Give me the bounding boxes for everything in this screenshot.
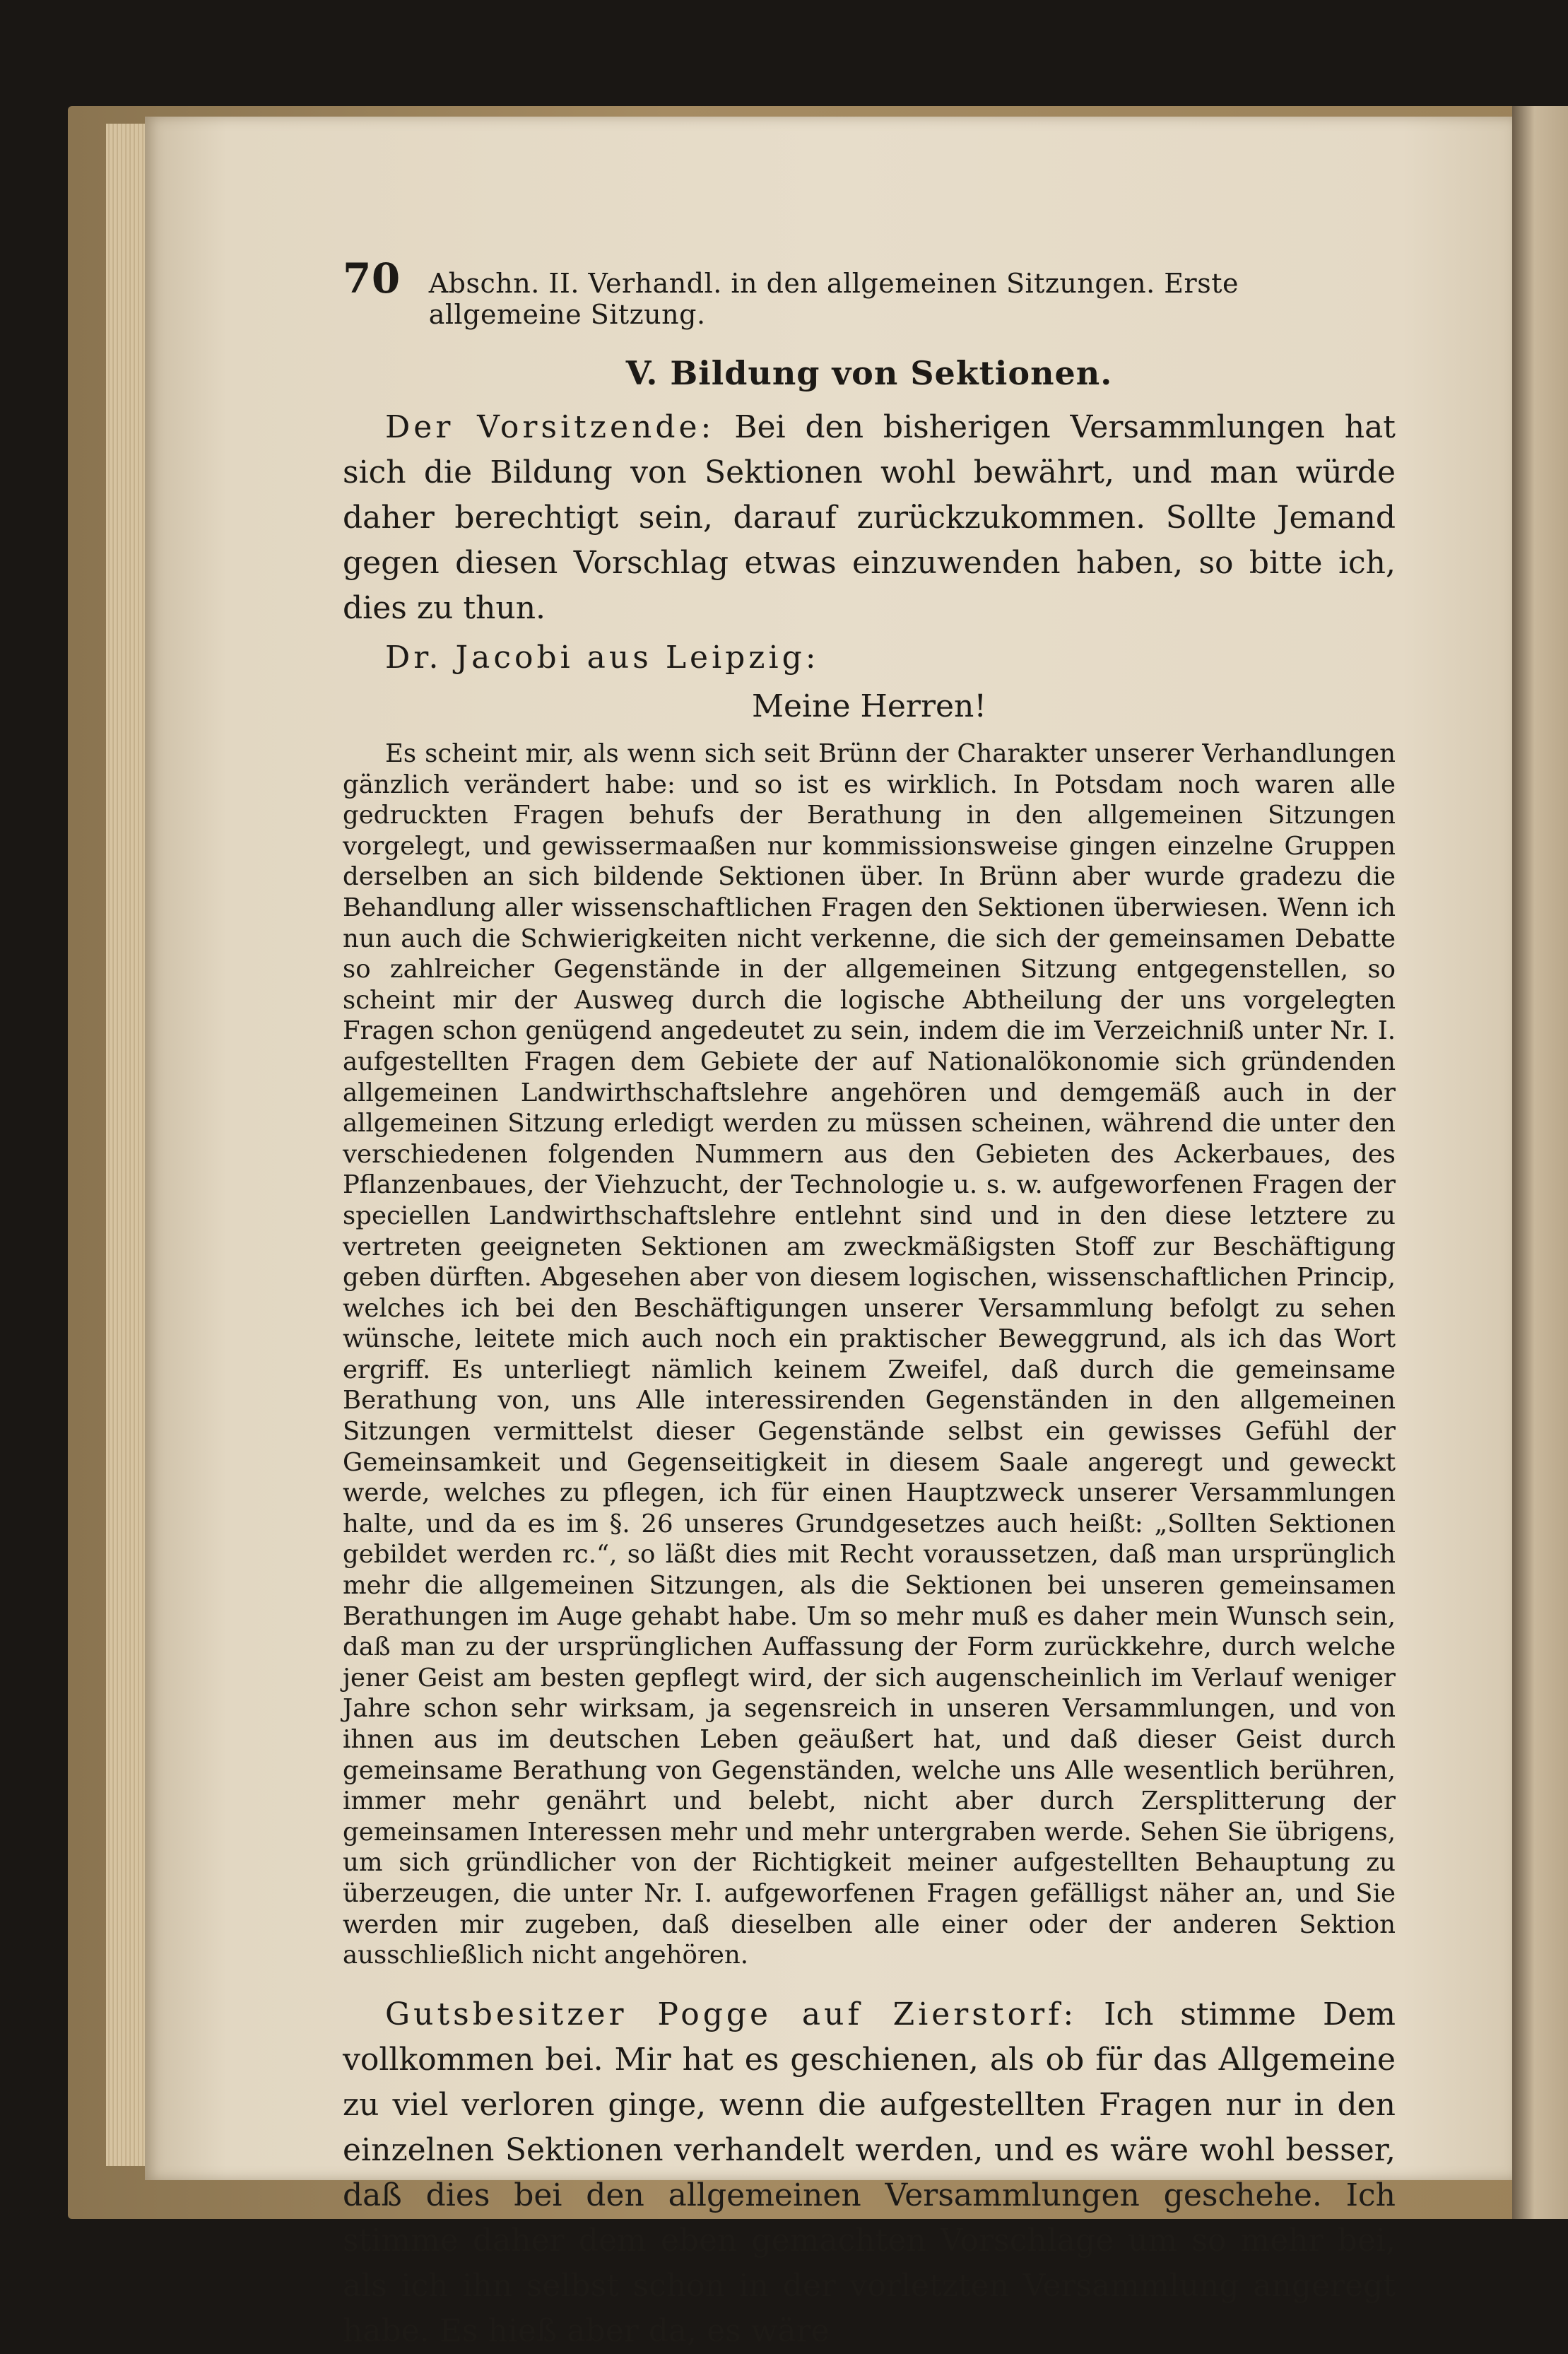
speaker-name: Dr. Jacobi aus Leipzig: <box>385 640 820 676</box>
speaker-name: Der Vorsitzende: <box>385 409 715 445</box>
running-head-text: Abschn. II. Verhandl. in den allgemeinen Sitzungen. Erste allgemeine Sitzung. <box>428 268 1239 330</box>
section-title: V. Bildung von Sektionen. <box>625 354 1113 392</box>
page-number: 70 <box>343 254 401 302</box>
speaker-jacobi <box>343 635 1396 681</box>
running-head <box>343 254 1396 330</box>
page-content <box>343 254 1396 2354</box>
speech-text: Es scheint mir, als wenn sich seit Brünn der Charakter unserer Verhandlungen gänzlich verändert habe: und so ist es wirklich. In Potsdam noch waren alle gedruckten Fragen behufs der Berathung in den allgemeinen Sitzungen vorgelegt, und gewissermaaßen nur kommissionsweise gingen einzelne Gruppen derselben an sich bildende Sektionen über. In Brünn aber wurde gradezu die Behandlung aller wissenschaftlichen Fragen den Sektionen überwiesen. Wenn ich nun auch die Schwierigkeiten nicht verkenne, die sich der gemeinsamen Debatte so zahlreicher Gegenstände in der allgemeinen Sitzung entgegenstellen, so scheint mir der Ausweg durch die logische Abtheilung der uns vorgelegten Fragen schon genügend angedeutet zu sein, indem die im Verzeichniß unter Nr. I. aufgestellten Fragen dem Gebiete der auf Nationalökonomie sich gründenden allgemeinen Landwirthschaftslehre angehören und demgemäß auch in der allgemeinen Sitzung erledigt werden zu müssen scheinen, während die unter den verschiedenen folgenden Nummern aus den Gebieten des Ackerbaues, des Pflanzenbaues, der Viehzucht, der Technologie u. s. w. aufgeworfenen Fragen der speciellen Landwirthschaftslehre entlehnt sind und in den diese letztere zu vertreten geeigneten Sektionen am zweckmäßigsten Stoff zur Beschäftigung geben dürften. Abgesehen aber von diesem logischen, wissenschaftlichen Princip, welches ich bei den Beschäftigungen unserer Versammlung befolgt zu sehen wünsche, leitete mich auch noch ein praktischer Beweggrund, als ich das Wort ergriff. Es unterliegt nämlich keinem Zweifel, daß durch die gemeinsame Berathung von, uns Alle interessirenden Gegenständen in den allgemeinen Sitzungen vermittelst dieser Gegenstände selbst ein gewisses Gefühl der Gemeinsamkeit und Gegenseitigkeit in diesem Saale angeregt und geweckt werde, welches zu pflegen, ich für einen Hauptzweck unserer Versammlungen halte, und da es im §. 26 unseres Grundgesetzes auch heißt: „Sollten Sektionen gebildet werden rc.“, so läßt dies mit Recht voraussetzen, daß man ursprünglich mehr die allgemeinen Sitzungen, als die Sektionen bei unseren gemeinsamen Berathungen im Auge gehabt habe. Um so mehr muß es daher mein Wunsch sein, daß man zu der ursprünglichen Auffassung der Form zurückkehre, durch welche jener Geist am besten gepflegt wird, der sich augenscheinlich im Verlauf weniger Jahre schon sehr wirksam, ja segensreich in unseren Versammlungen, und von ihnen aus im deutschen Leben geäußert hat, und daß dieser Geist durch gemeinsame Berathung von Gegenständen, welche uns Alle wesentlich berühren, immer mehr genährt und belebt, nicht aber durch Zersplitterung der gemeinsamen Interessen mehr und mehr untergraben werde. Sehen Sie übrigens, um sich gründlicher von der Richtigkeit meiner aufgestellten Behauptung zu überzeugen, die unter Nr. I. aufgeworfenen Fragen gefälligst näher an, und Sie werden mir zugeben, daß dieselben alle einer oder der anderen Sektion ausschließlich nicht angehören. <box>343 739 1396 1970</box>
paragraph-chairman <box>343 405 1396 631</box>
salutation: Meine Herren! <box>751 688 987 724</box>
facing-page-edge <box>1512 106 1568 2219</box>
speaker-name: Gutsbesitzer Pogge auf Zierstorf: <box>385 1996 1078 2032</box>
paragraph-text: Ich stimme Dem vollkommen bei. Mir hat es geschienen, als ob für das Allgemeine zu viel verloren ginge, wenn die aufgestellten Fragen nur in den einzelnen Sektionen verhandelt werden, und es wäre wohl besser, daß dies bei den allgemeinen Versammlungen geschehe. Ich stimme daher dem eben gemachten Vorschlage um so mehr bei, als ich ihn selbst schon in der vorletzten Versammlung angeregt habe. Es hieß aber da, es wäre <box>343 1996 1396 2349</box>
paragraph-pogge <box>343 1992 1396 2354</box>
paragraph-text: Bei den bisherigen Versammlungen hat sich die Bildung von Sektionen wohl bewährt, und man würde daher berechtigt sein, darauf zurückzukommen. Sollte Jemand gegen diesen Vorschlag etwas einzuwenden haben, so bitte ich, dies zu thun. <box>343 409 1396 626</box>
